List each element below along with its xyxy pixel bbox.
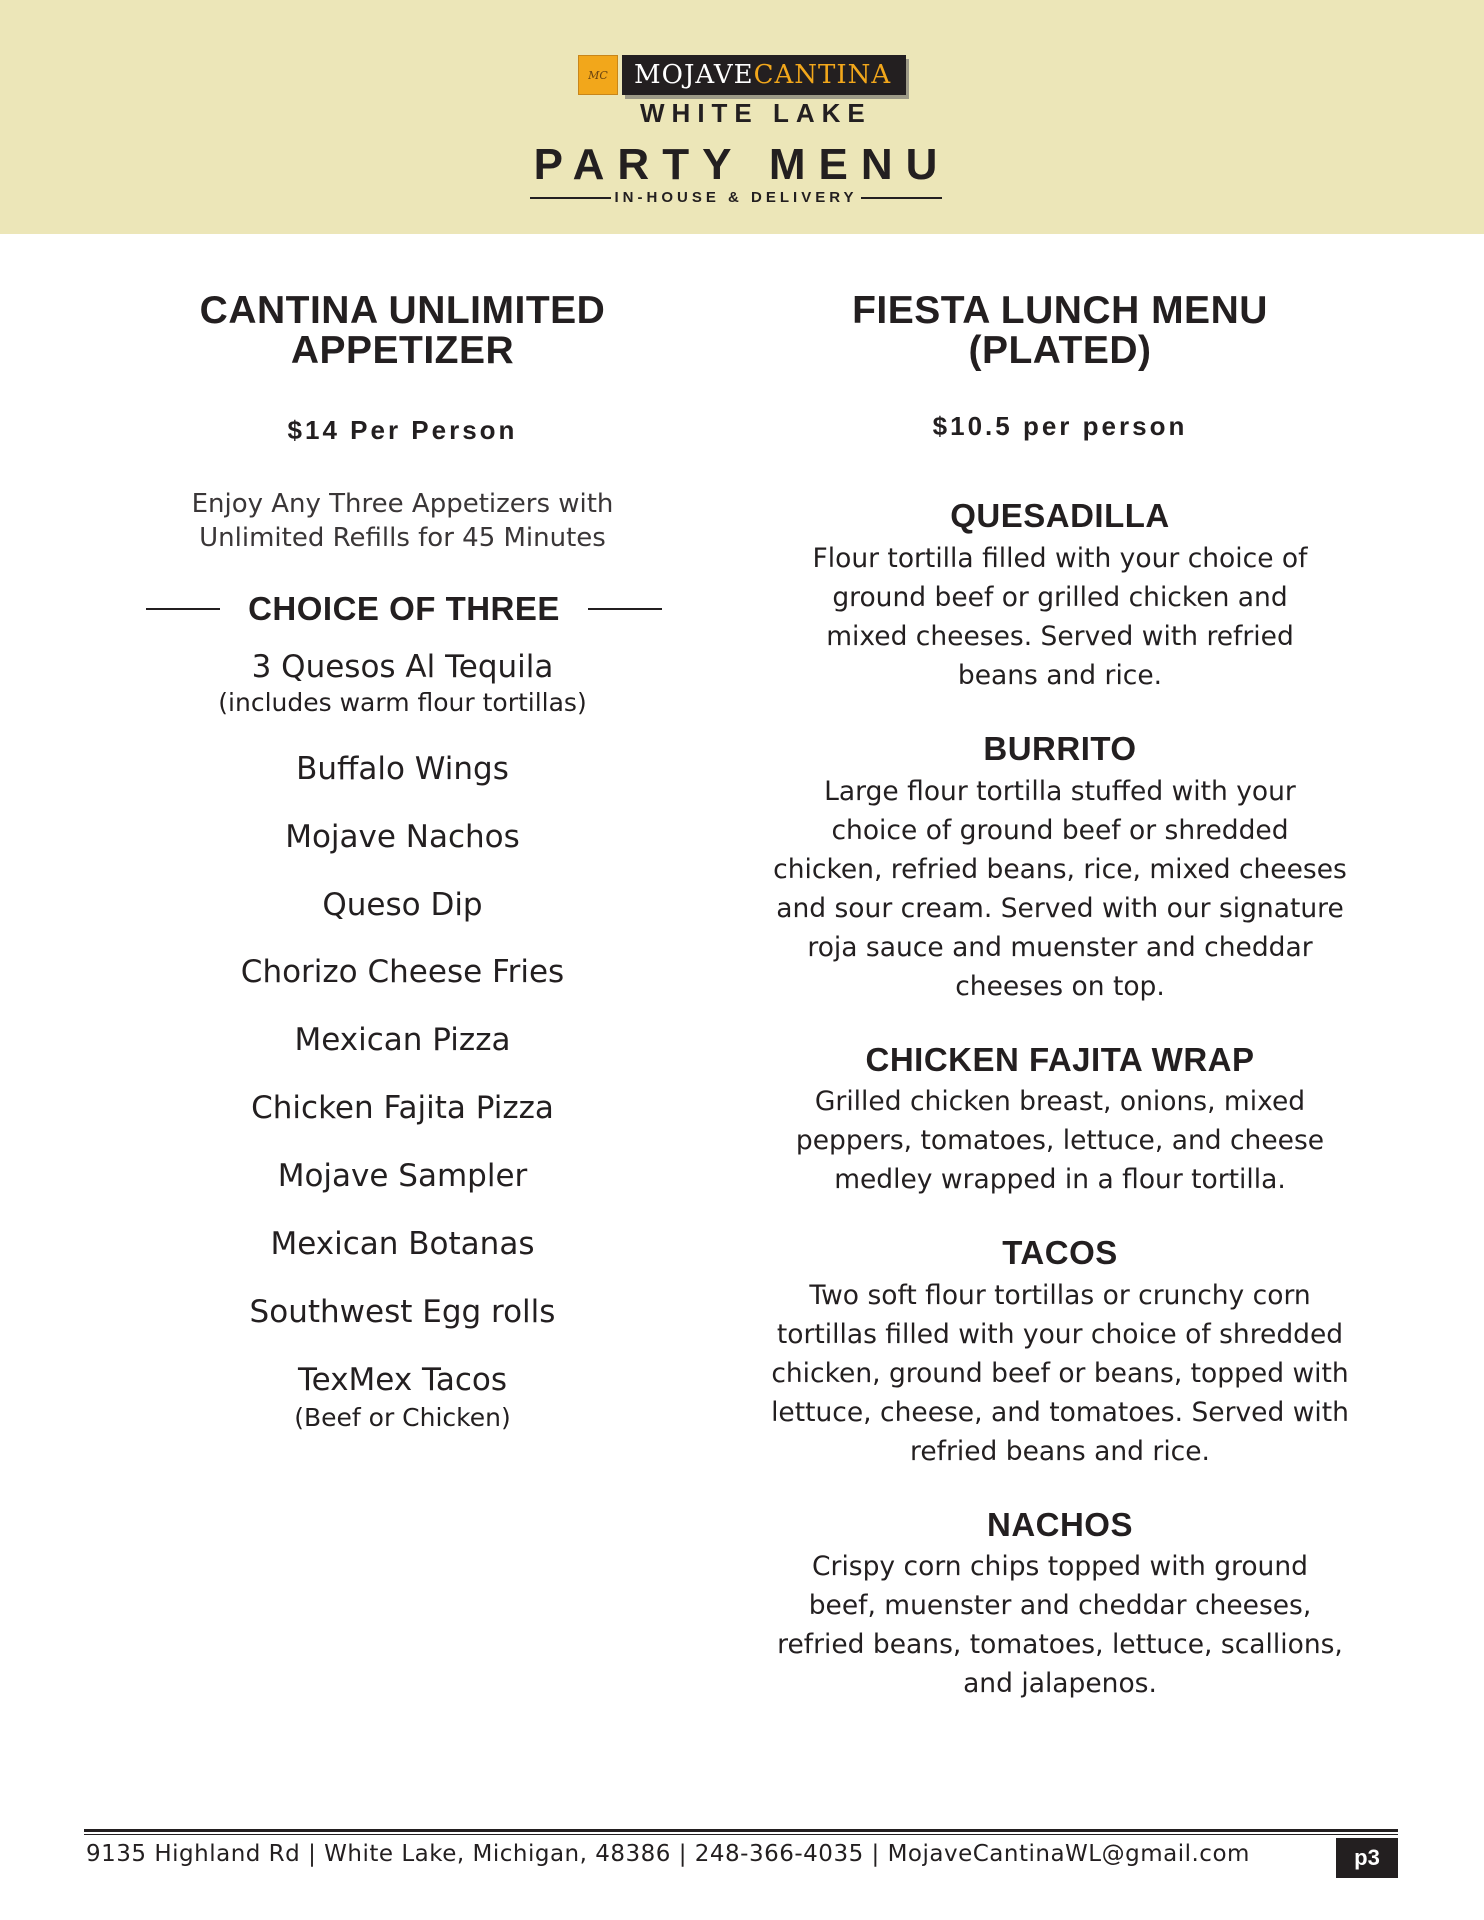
dish-name-chicken-fajita-wrap: CHICKEN FAJITA WRAP	[865, 1041, 1255, 1078]
list-item: Chorizo Cheese Fries	[240, 954, 565, 990]
divider	[588, 608, 662, 610]
dish-description: refried beans, tomatoes, lettuce, scallions,	[777, 1629, 1343, 1660]
dish-description: Flour tortilla filled with your choice of	[812, 543, 1308, 574]
dish-description: and jalapenos.	[963, 1668, 1157, 1699]
intro-text: Unlimited Refills for 45 Minutes	[199, 523, 606, 553]
dish-name-burrito: BURRITO	[983, 730, 1137, 767]
dish-description: Large flour tortilla stuffed with your	[824, 776, 1296, 807]
dish-description: beef, muenster and cheddar cheeses,	[808, 1590, 1312, 1621]
choice-heading: CHOICE OF THREE	[248, 590, 560, 627]
dish-description: ground beef or grilled chicken and	[832, 582, 1288, 613]
dish-description: medley wrapped in a flour tortilla.	[834, 1164, 1286, 1195]
price: $14 Per Person	[287, 415, 518, 445]
list-item: Mexican Botanas	[270, 1226, 535, 1262]
dish-description: choice of ground beef or shredded	[831, 815, 1289, 846]
dish-name-tacos: TACOS	[1002, 1234, 1118, 1271]
dish-description: roja sauce and muenster and cheddar	[807, 932, 1313, 963]
page-number-badge: p3	[1336, 1838, 1398, 1878]
dish-description: Crispy corn chips topped with ground	[812, 1551, 1308, 1582]
list-item: TexMex Tacos	[298, 1362, 507, 1398]
dish-description: tortillas filled with your choice of shredded	[776, 1319, 1344, 1350]
dish-description: Grilled chicken breast, onions, mixed	[814, 1086, 1306, 1117]
intro-text: Enjoy Any Three Appetizers with	[191, 489, 614, 519]
logo-word-mojave: MOJAVE	[634, 60, 754, 90]
footer-divider	[84, 1829, 1398, 1832]
list-item: Southwest Egg rolls	[249, 1294, 556, 1330]
dish-description: refried beans and rice.	[910, 1436, 1210, 1467]
list-item: Buffalo Wings	[296, 751, 509, 787]
section-title: CANTINA UNLIMITED	[199, 289, 606, 332]
dish-description: beans and rice.	[957, 660, 1163, 691]
logo-mark-icon: MC	[578, 55, 618, 95]
dish-name-nachos: NACHOS	[986, 1506, 1133, 1543]
dish-description: mixed cheeses. Served with refried	[826, 621, 1294, 652]
dish-description: chicken, refried beans, rice, mixed cheeses	[773, 854, 1347, 885]
dish-name-quesadilla: QUESADILLA	[950, 497, 1170, 534]
section-title: APPETIZER	[290, 329, 515, 372]
footer-contact: 9135 Highland Rd | White Lake, Michigan, 48386 | 248-366-4035 | MojaveCantinaWL@gmail.com	[86, 1841, 1250, 1867]
footer-divider	[84, 1834, 1398, 1835]
list-item: Mojave Sampler	[277, 1158, 528, 1194]
dish-description: cheeses on top.	[955, 971, 1165, 1002]
section-title: (PLATED)	[968, 329, 1152, 372]
list-item-note: (includes warm flour tortillas)	[218, 688, 587, 717]
list-item: 3 Quesos Al Tequila	[251, 649, 554, 685]
dish-description: Two soft flour tortillas or crunchy corn	[809, 1280, 1311, 1311]
list-item-note: (Beef or Chicken)	[294, 1403, 511, 1432]
location-name: WHITE LAKE	[640, 98, 872, 128]
dish-description: chicken, ground beef or beans, topped with	[771, 1358, 1349, 1389]
price: $10.5 per person	[932, 411, 1188, 441]
subtitle: IN-HOUSE & DELIVERY	[614, 189, 858, 206]
dish-description: peppers, tomatoes, lettuce, and cheese	[795, 1125, 1325, 1156]
section-title: FIESTA LUNCH MENU	[852, 289, 1268, 332]
dish-description: lettuce, cheese, and tomatoes. Served with	[771, 1397, 1349, 1428]
choice-heading-row	[146, 590, 662, 628]
divider	[146, 608, 220, 610]
list-item: Chicken Fajita Pizza	[251, 1090, 554, 1126]
list-item: Mojave Nachos	[285, 819, 520, 855]
list-item: Mexican Pizza	[294, 1022, 511, 1058]
lunch-column	[735, 0, 1385, 1720]
page-title: PARTY MENU	[533, 140, 951, 189]
appetizer-column	[130, 0, 675, 1500]
logo-word-cantina: CANTINA	[753, 60, 892, 90]
list-item: Queso Dip	[322, 887, 483, 923]
dish-description: and sour cream. Served with our signature	[776, 893, 1344, 924]
